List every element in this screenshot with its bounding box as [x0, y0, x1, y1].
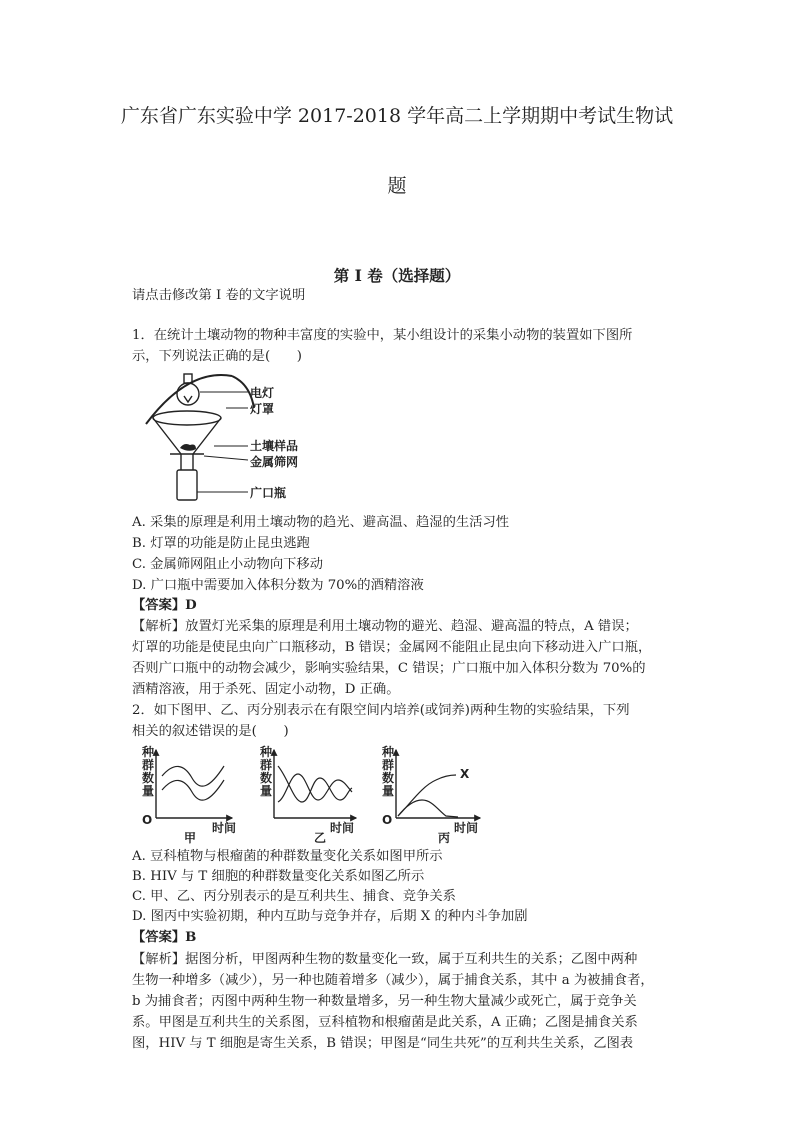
jar-icon	[177, 470, 197, 500]
bing-curve-other	[398, 800, 458, 817]
q2-analysis-line4: 系。甲图是互利共生的关系图，豆科植物和根瘤菌是此关系，A 正确；乙图是捕食关系	[132, 1015, 638, 1030]
jia-xlabel: 时间	[212, 821, 237, 835]
bing-ylabel-1: 种	[382, 745, 395, 759]
q1-option-d: D. 广口瓶中需要加入体积分数为 70%的酒精溶液	[132, 578, 424, 593]
jia-curve-upper	[162, 766, 224, 786]
q2-charts-figure	[140, 744, 490, 844]
yi-curve-predator	[278, 774, 352, 802]
yi-ylabel-2: 群	[260, 758, 273, 772]
bing-name: 丙	[438, 831, 451, 844]
doc-title-line1: 广东省广东实验中学 2017-2018 学年高二上学期期中考试生物试	[120, 105, 674, 127]
q2-stem-line2: 相关的叙述错误的是( )	[132, 724, 289, 739]
chart-yi	[259, 744, 356, 844]
yi-ylabel-3: 数	[260, 771, 273, 785]
q2-analysis-line3: b 为捕食者；丙图中两种生物一种数量增多，另一种生物大量减少或死亡，属于竞争关	[132, 994, 637, 1009]
label-jar: 广口瓶	[250, 486, 287, 500]
q1-analysis-line3: 否则广口瓶中的动物会减少，影响实验结果，C 错误；广口瓶中加入体积分数为 70%的	[132, 661, 646, 676]
bing-origin: O	[382, 813, 393, 827]
label-metal-sieve: 金属筛网	[250, 455, 299, 469]
bing-xlabel: 时间	[454, 821, 479, 835]
label-soil-sample: 土壤样品	[250, 439, 299, 453]
jia-ylabel-4: 量	[142, 784, 155, 798]
q1-analysis-line4: 酒精溶液，用于杀死、固定小动物，D 正确。	[132, 682, 400, 697]
q1-stem-line1: 1．在统计土壤动物的物种丰富度的实验中，某小组设计的采集小动物的装置如下图所	[132, 328, 633, 343]
q1-stem-line2: 示，下列说法正确的是( )	[132, 349, 302, 364]
q2-option-b: B. HIV 与 T 细胞的种群数量变化关系如图乙所示	[132, 869, 425, 884]
q1-apparatus-figure	[140, 370, 320, 506]
bing-ylabel-2: 群	[382, 758, 395, 772]
soil-sample-icon	[180, 444, 196, 451]
q2-option-d: D. 图丙中实验初期，种内互助与竞争并存，后期 X 的种内斗争加剧	[132, 909, 528, 924]
q2-option-a: A. 豆科植物与根瘤菌的种群数量变化关系如图甲所示	[132, 849, 443, 864]
chart-jia	[141, 744, 236, 844]
yi-ylabel-4: 量	[260, 784, 273, 798]
bing-ylabel-4: 量	[382, 784, 395, 798]
q2-option-c: C. 甲、乙、丙分别表示的是互利共生、捕食、竞争关系	[132, 889, 456, 904]
q1-option-a: A. 采集的原理是利用土壤动物的趋光、避高温、趋湿的生活习性	[132, 515, 510, 530]
q1-option-b: B. 灯罩的功能是防止昆虫逃跑	[132, 536, 310, 551]
jia-curve-lower	[162, 780, 224, 800]
yi-name: 乙	[314, 831, 327, 844]
lamp-shade-icon	[146, 375, 254, 424]
q2-analysis-line5: 图，HIV 与 T 细胞是寄生关系，B 错误；甲图是“同生共死”的互利共生关系，乙图表	[132, 1036, 634, 1051]
section-title: 第 I 卷（选择题）	[333, 266, 461, 285]
q1-answer: 【答案】D	[132, 598, 197, 613]
jia-ylabel-2: 群	[142, 758, 155, 772]
jia-ylabel-3: 数	[142, 771, 155, 785]
bing-ylabel-3: 数	[382, 771, 395, 785]
bing-series-x-label: X	[460, 767, 470, 781]
doc-title-line2: 题	[387, 175, 407, 197]
section-note: 请点击修改第 I 卷的文字说明	[132, 288, 306, 303]
q1-option-c: C. 金属筛网阻止小动物向下移动	[132, 557, 324, 572]
yi-xlabel: 时间	[330, 821, 355, 835]
q2-analysis-line2: 生物一种增多（减少），另一种也随着增多（减少），属于捕食关系，其中 a 为被捕食者，	[132, 973, 654, 988]
bing-curve-x	[398, 775, 456, 816]
q2-stem-line1: 2．如下图甲、乙、丙分别表示在有限空间内培养(或饲养)两种生物的实验结果，下列	[132, 703, 630, 718]
q1-analysis-line1: 【解析】放置灯光采集的原理是利用土壤动物的避光、趋湿、避高温的特点，A 错误；	[132, 619, 638, 634]
q2-analysis-line1: 【解析】据图分析，甲图两种生物的数量变化一致，属于互利共生的关系；乙图中两种	[132, 952, 638, 967]
q2-answer: 【答案】B	[132, 930, 197, 945]
jia-origin: O	[142, 813, 153, 827]
label-lamp-shade: 灯罩	[250, 402, 275, 416]
chart-bing	[381, 744, 480, 844]
q1-analysis-line2: 灯罩的功能是使昆虫向广口瓶移动，B 错误；金属网不能阻止昆虫向下移动进入广口瓶，	[132, 640, 652, 655]
jia-ylabel-1: 种	[142, 745, 155, 759]
yi-ylabel-1: 种	[260, 745, 273, 759]
label-lamp: 电灯	[250, 386, 275, 400]
jia-name: 甲	[184, 831, 197, 844]
funnel-icon	[153, 411, 221, 470]
